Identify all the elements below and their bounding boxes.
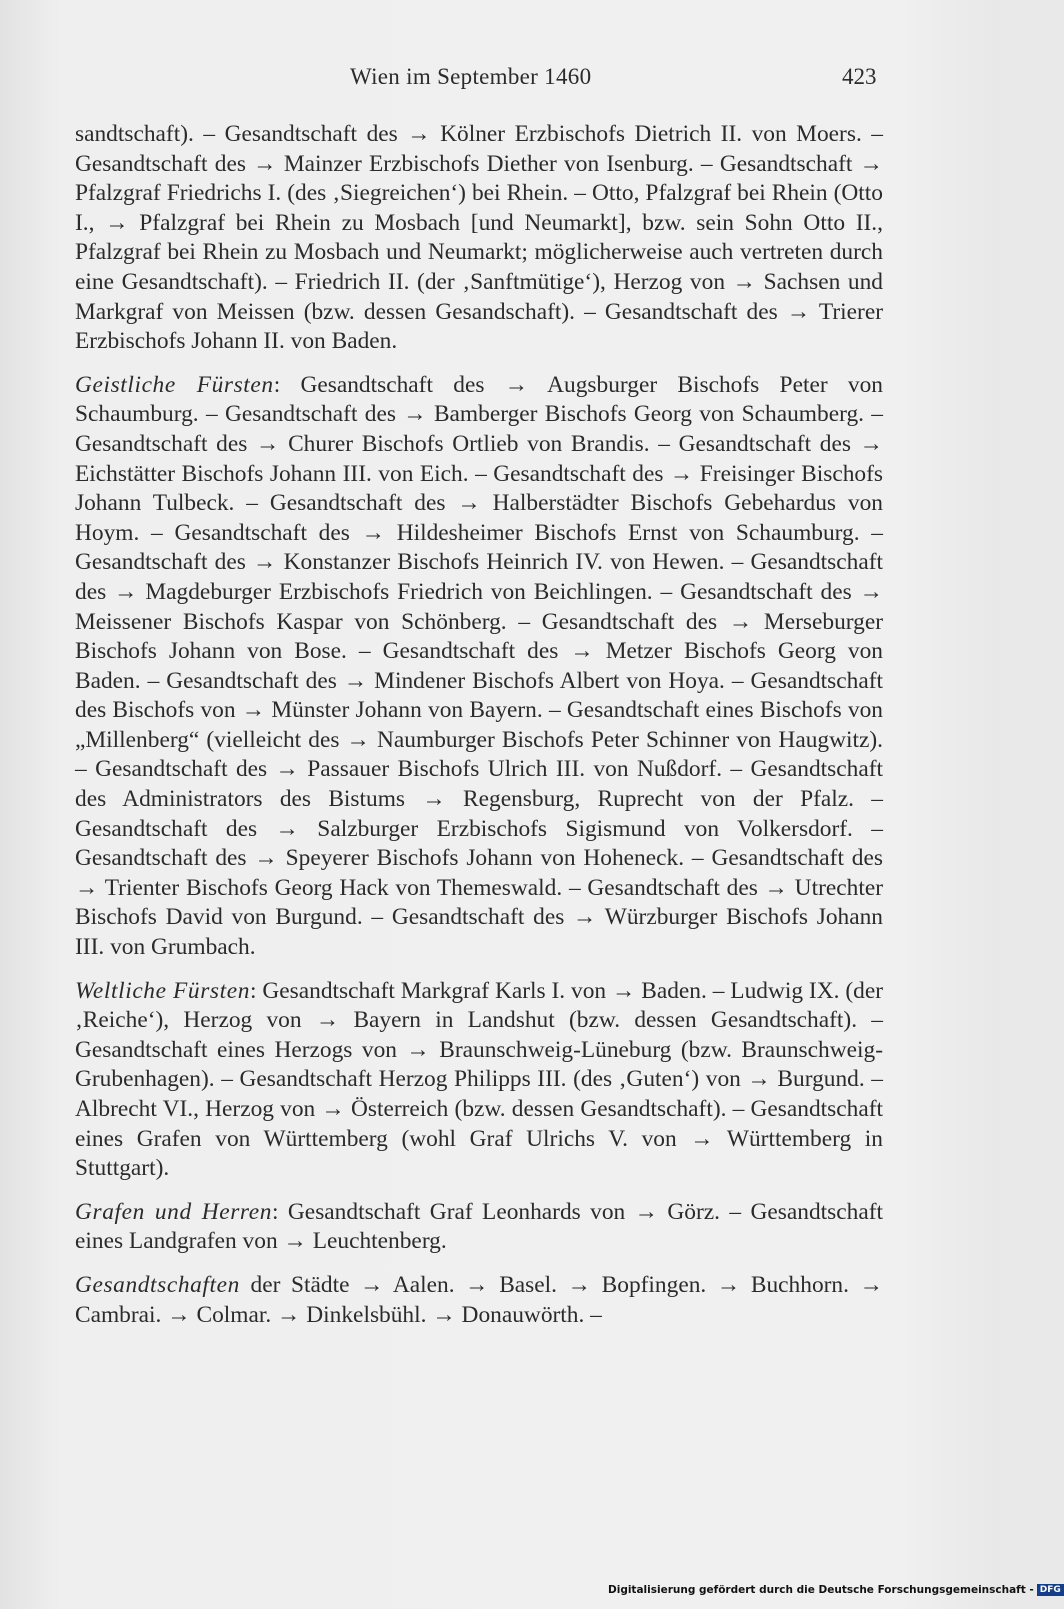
running-title: Wien im September 1460 (350, 64, 592, 89)
section-label: Weltliche Fürsten (75, 977, 251, 1004)
section-label: Geistliche Fürsten (75, 371, 274, 398)
paragraph-text: der Städte → Aalen. → Basel. → Bopfingen. → Buchhorn. → Cambrai. → Colmar. → Dinkelsbühl. → Donauwörth. – (75, 1271, 883, 1328)
paragraph-geistliche-fuersten (75, 371, 883, 963)
paragraph-text: : Gesandtschaft Markgraf Karls I. von → Baden. – Ludwig IX. (der ‚Reiche‘), Herzog von → Bayern in Landshut (bzw. dessen Gesandtschaft). – Gesandtschaft eines Herzogs von → Braunschweig-Lüneburg (bzw. Braunschweig-Grubenhagen). – Gesandtschaft Herzog Philipps III. (des ‚Guten‘) von → Burgund. – Albrecht VI., Herzog von → Österreich (bzw. dessen Gesandtschaft). – Gesandtschaft eines Grafen von Württemberg (wohl Graf Ulrichs V. von → Württemberg in Stuttgart). (75, 977, 883, 1182)
paragraph-continuation (75, 120, 883, 357)
running-header (0, 62, 1000, 92)
text-body (75, 120, 883, 1330)
section-label: Grafen und Herren (75, 1198, 273, 1225)
paragraph-gesandtschaften (75, 1271, 883, 1330)
dfg-logo: DFG (1037, 1584, 1064, 1596)
section-label: Gesandtschaften (75, 1271, 240, 1298)
digitization-credit (608, 1584, 1061, 1602)
paragraph-text: : Gesandtschaft Graf Leonhards von → Görz. – Gesandtschaft eines Landgrafen von → Leuchtenberg. (75, 1198, 883, 1255)
paragraph-weltliche-fuersten (75, 977, 883, 1184)
page-number: 423 (842, 64, 877, 89)
paragraph-text: : Gesandtschaft des → Augsburger Bischofs Peter von Schaumburg. – Gesandtschaft des → Bamberger Bischofs Georg von Schaumberg. – Gesandtschaft des → Churer Bischofs Ortlieb von Brandis. – Gesandtschaft des → Eichstätter Bischofs Johann III. von Eich. – Gesandtschaft des → Freisinger Bischofs Johann Tulbeck. – Gesandtschaft des → Halberstädter Bischofs Gebehardus von Hoym. – Gesandtschaft des → Hildesheimer Bischofs Ernst von Schaumburg. – Gesandtschaft des → Konstanzer Bischofs Heinrich IV. von Hewen. – Gesandtschaft des → Magdeburger Erzbischofs Friedrich von Beichlingen. – Gesandtschaft des → Meissener Bischofs Kaspar von Schönberg. – Gesandtschaft des → Merseburger Bischofs Johann von Bose. – Gesandtschaft des → Metzer Bischofs Georg von Baden. – Gesandtschaft des → Mindener Bischofs Albert von Hoya. – Gesandtschaft des Bischofs von → Münster Johann von Bayern. – Gesandtschaft eines Bischofs von „Millenberg“ (vielleicht des → Naumburger Bischofs Peter Schinner von Haugwitz). – Gesandtschaft des → Passauer Bischofs Ulrich III. von Nußdorf. – Gesandtschaft des Administrators des Bistums → Regensburg, Ruprecht von der Pfalz. – Gesandtschaft des → Salzburger Erzbischofs Sigismund von Volkersdorf. – Gesandtschaft des → Speyerer Bischofs Johann von Hoheneck. – Gesandtschaft des → Trienter Bischofs Georg Hack von Themeswald. – Gesandtschaft des → Utrechter Bischofs David von Burgund. – Gesandtschaft des → Würzburger Bischofs Johann III. von Grumbach. (75, 371, 883, 961)
paragraph-grafen-und-herren (75, 1198, 883, 1257)
paragraph-text: sandtschaft). – Gesandtschaft des → Kölner Erzbischofs Dietrich II. von Moers. – Gesandtschaft des → Mainzer Erzbischofs Diether von Isenburg. – Gesandtschaft → Pfalzgraf Friedrichs I. (des ‚Siegreichen‘) bei Rhein. – Otto, Pfalzgraf bei Rhein (Otto I., → Pfalzgraf bei Rhein zu Mosbach [und Neumarkt], bzw. sein Sohn Otto II., Pfalzgraf bei Rhein zu Mosbach und Neumarkt; möglicherweise auch vertreten durch eine Gesandtschaft). – Friedrich II. (der ‚Sanftmütige‘), Herzog von → Sachsen und Markgraf von Meissen (bzw. dessen Gesandschaft). – Gesandtschaft des → Trierer Erzbischofs Johann II. von Baden. (75, 121, 883, 355)
credit-text: Digitalisierung gefördert durch die Deutsche Forschungsgemeinschaft - (608, 1584, 1034, 1596)
